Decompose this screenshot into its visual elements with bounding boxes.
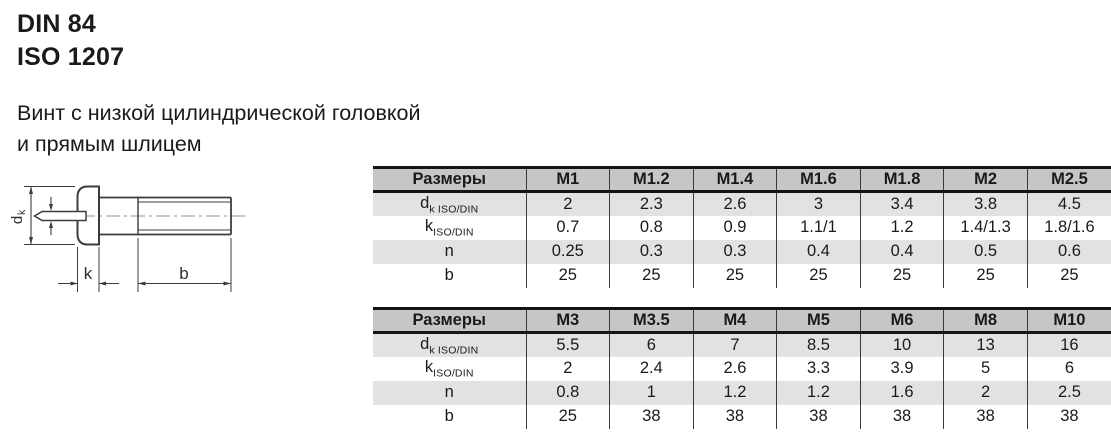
k-arrow-left <box>71 282 78 286</box>
value-cell: 38 <box>860 405 944 429</box>
value-cell: 1.2 <box>777 381 861 405</box>
value-cell: 1 <box>610 381 694 405</box>
value-cell: 25 <box>526 264 610 288</box>
dk-label-subscript: k <box>16 209 28 215</box>
dimensions-table-m3-m10 <box>373 307 1111 429</box>
value-cell: 3.9 <box>860 357 944 381</box>
slot-section <box>35 212 87 221</box>
value-cell: 3 <box>777 192 861 216</box>
size-column-header: M1.4 <box>693 168 777 192</box>
value-cell: 25 <box>693 264 777 288</box>
table-row <box>373 381 1111 405</box>
screw-technical-diagram <box>0 175 280 300</box>
size-column-header: M3.5 <box>610 309 694 333</box>
value-cell: 0.4 <box>860 240 944 264</box>
table-row <box>373 240 1111 264</box>
table-row <box>373 216 1111 240</box>
dk-label-base: d <box>9 215 26 225</box>
value-cell: 38 <box>777 405 861 429</box>
value-cell: 0.7 <box>526 216 610 240</box>
value-cell: 8.5 <box>777 333 861 357</box>
size-column-header: M6 <box>860 309 944 333</box>
k-arrow-right <box>99 282 106 286</box>
value-cell: 25 <box>860 264 944 288</box>
table-row <box>373 357 1111 381</box>
value-cell: 16 <box>1027 333 1111 357</box>
value-cell: 38 <box>1027 405 1111 429</box>
description-line-1: Винт с низкой цилиндрической головкой <box>17 101 421 125</box>
value-cell: 0.5 <box>944 240 1028 264</box>
dimensions-table-m1-m2_5 <box>373 166 1111 288</box>
value-cell: 5 <box>944 357 1028 381</box>
size-column-header: M8 <box>944 309 1028 333</box>
value-cell: 0.8 <box>610 216 694 240</box>
b-dimension-label: b <box>179 264 189 283</box>
value-cell: 2.5 <box>1027 381 1111 405</box>
size-column-header: M1.2 <box>610 168 694 192</box>
k-dimension-label: k <box>83 264 93 283</box>
value-cell: 38 <box>610 405 694 429</box>
size-column-header: M1.6 <box>777 168 861 192</box>
value-cell: 10 <box>860 333 944 357</box>
slot-n-arrow-bottom <box>49 221 53 228</box>
row-label: n <box>444 242 454 260</box>
value-cell: 2 <box>526 192 610 216</box>
value-cell: 2.6 <box>693 357 777 381</box>
row-label: b <box>444 266 454 284</box>
row-label-header: Размеры <box>373 168 526 192</box>
row-label: $k_{ISO/DIN}$ <box>424 357 474 380</box>
size-column-header: M3 <box>526 309 610 333</box>
value-cell: 1.1/1 <box>777 216 861 240</box>
table-row <box>373 405 1111 429</box>
value-cell: 38 <box>944 405 1028 429</box>
value-cell: 2 <box>944 381 1028 405</box>
value-cell: 5.5 <box>526 333 610 357</box>
value-cell: 0.4 <box>777 240 861 264</box>
value-cell: 2.3 <box>610 192 694 216</box>
standard-din: DIN 84 <box>17 10 97 38</box>
value-cell: 38 <box>693 405 777 429</box>
value-cell: 1.8/1.6 <box>1027 216 1111 240</box>
value-cell: 3.3 <box>777 357 861 381</box>
size-column-header: M4 <box>693 309 777 333</box>
size-column-header: M1.8 <box>860 168 944 192</box>
row-label: $k_{ISO/DIN}$ <box>424 216 474 239</box>
size-column-header: M5 <box>777 309 861 333</box>
table-row <box>373 264 1111 288</box>
value-cell: 1.2 <box>860 216 944 240</box>
product-description <box>17 98 421 160</box>
table-row <box>373 333 1111 357</box>
table-header-row <box>373 168 1111 192</box>
value-cell: 0.3 <box>693 240 777 264</box>
value-cell: 0.6 <box>1027 240 1111 264</box>
value-cell: 25 <box>777 264 861 288</box>
value-cell: 1.2 <box>693 381 777 405</box>
b-arrow-left <box>138 282 146 286</box>
value-cell: 2 <box>526 357 610 381</box>
value-cell: 7 <box>693 333 777 357</box>
row-label: $d_{k ISO/DIN}$ <box>420 334 479 356</box>
standard-iso: ISO 1207 <box>17 43 125 71</box>
size-column-header: M1 <box>526 168 610 192</box>
value-cell: 0.25 <box>526 240 610 264</box>
value-cell: 4.5 <box>1027 192 1111 216</box>
value-cell: 13 <box>944 333 1028 357</box>
value-cell: 25 <box>610 264 694 288</box>
table-row <box>373 192 1111 216</box>
value-cell: 6 <box>610 333 694 357</box>
description-line-2: и прямым шлицем <box>17 132 202 156</box>
value-cell: 25 <box>1027 264 1111 288</box>
dk-dimension-label <box>9 209 28 224</box>
size-column-header: M2.5 <box>1027 168 1111 192</box>
table-header-row <box>373 309 1111 333</box>
row-label-header: Размеры <box>373 309 526 333</box>
value-cell: 3.4 <box>860 192 944 216</box>
row-label: n <box>444 383 454 401</box>
b-arrow-right <box>224 282 232 286</box>
value-cell: 0.8 <box>526 381 610 405</box>
dk-arrow-down <box>29 237 33 245</box>
standard-numbers <box>17 8 124 74</box>
dk-arrow-up <box>29 187 33 195</box>
value-cell: 0.3 <box>610 240 694 264</box>
value-cell: 6 <box>1027 357 1111 381</box>
size-column-header: M2 <box>944 168 1028 192</box>
value-cell: 1.4/1.3 <box>944 216 1028 240</box>
value-cell: 25 <box>944 264 1028 288</box>
screw-drawing <box>0 175 280 300</box>
row-label: $d_{k ISO/DIN}$ <box>420 193 479 215</box>
value-cell: 3.8 <box>944 192 1028 216</box>
value-cell: 25 <box>526 405 610 429</box>
size-column-header: M10 <box>1027 309 1111 333</box>
value-cell: 0.9 <box>693 216 777 240</box>
slot-n-arrow-top <box>49 204 53 211</box>
value-cell: 2.6 <box>693 192 777 216</box>
row-label: b <box>444 407 454 425</box>
value-cell: 2.4 <box>610 357 694 381</box>
value-cell: 1.6 <box>860 381 944 405</box>
